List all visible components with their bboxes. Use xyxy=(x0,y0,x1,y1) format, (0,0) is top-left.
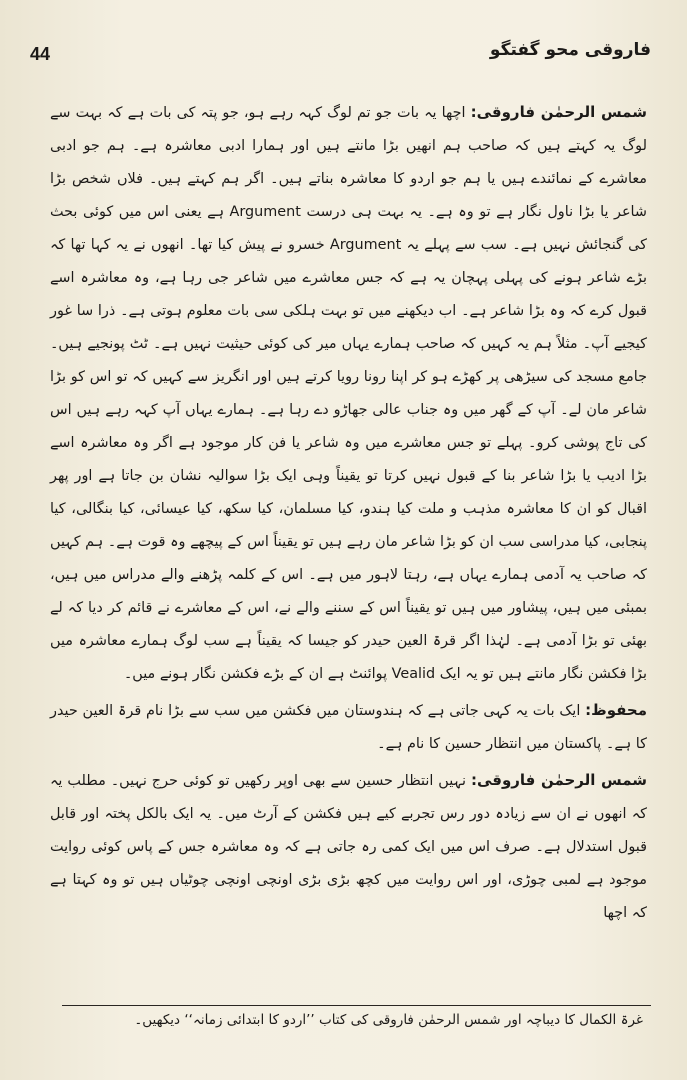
paragraph-farooqi-2 xyxy=(50,764,647,930)
page-number: 44 xyxy=(30,44,51,64)
paragraph-text: اچھا یہ بات جو تم لوگ کہہ رہے ہو، جو پتہ کی بات ہے کہ بہت سے لوگ یہ کہتے ہیں کہ صاحب ہم انھیں بڑا مانتے ہیں اور ہمارا ادبی معاشرہ ہے۔ ہم جو ادبی معاشرے کے نمائندے ہیں یا ہم جو اردو کا معاشرہ بناتے ہیں۔ اگر ہم کہتے ہیں۔ فلاں شخص بڑا شاعر یا بڑا ناول نگار ہے تو وہ ہے۔ یہ بہت ہی درست Argument ہے یعنی اس میں کوئی بحث کی گنجائش نہیں ہے۔ سب سے پہلے یہ Argument خسرو نے پیش کیا تھا۔ انھوں نے یہ کہا تھا کہ بڑے شاعر ہونے کی پہلی پہچان یہ ہے کہ جس معاشرے میں شاعر جی رہا ہے، وہ معاشرہ اسے قبول کرے کہ وہ بڑا شاعر ہے۔ اب دیکھنے میں تو بہت ہلکی سی بات معلوم ہوتی ہے۔ ذرا سا غور کیجیے آپ۔ مثلاً ہم یہ کہیں کہ صاحب ہمارے یہاں میر کی کوئی حیثیت نہیں ہے۔ ٹٹ پونجیے ہیں۔ جامع مسجد کی سیڑھی پر کھڑے ہو کر اپنا رونا رویا کرتے ہیں اور انگریز سے کہیں کہ تو اس کو بڑا شاعر مان لے۔ آپ کے گھر میں وہ جناب عالی جھاڑو دے رہا ہے۔ ہمارے یہاں آپ کہہ رہے ہیں اس کی تاج پوشی کرو۔ پہلے تو جس معاشرے میں وہ شاعر یا فن کار موجود ہے اگر وہ معاشرہ اسے بڑا ادیب یا بڑا شاعر بنا کے قبول نہیں کرتا تو یقیناً وہی ایک بڑا سوالیہ نشان بن جاتا ہے اور پھر اقبال کو ان کا معاشرہ مذہب و ملت کیا ہندو، کیا مسلمان، کیا سکھ، کیا عیسائی، کیا بنگالی، کیا پنجابی، کیا مدراسی سب ان کو بڑا شاعر مان رہے ہیں تو یقیناً اس کے پیچھے وہ قوت ہے۔ ہم کہیں کہ صاحب یہ آدمی ہمارے یہاں ہے، رہتا لاہور میں ہے۔ اس کے کلمہ پڑھنے والے مدراس میں ہیں، بمبئی میں ہیں، پیشاور میں ہیں تو یقیناً اس کے سننے والے نے، اس کے معاشرے نے قائم کر دیا کہ لے بھئی تو بڑا آدمی ہے۔ لہٰذا اگر قرۃ العین حیدر کو جیسا کہ یقیناً ہے سب لوگ ہمارے معاشرہ میں بڑا فکشن نگار مانتے ہیں تو یہ ایک Vealid پوائنٹ ہے ان کے بڑے فکشن نگار ہونے میں۔ xyxy=(50,105,647,682)
running-title: فاروقی محو گفتگو xyxy=(489,40,651,60)
speaker-label: شمس الرحمٰن فاروقی: xyxy=(470,103,647,121)
paragraph-text: ایک بات یہ کہی جاتی ہے کہ ہندوستان میں فکشن میں سب سے بڑا نام قرۃ العین حیدر کا ہے۔ پاکستان میں انتظار حسین کا نام ہے۔ xyxy=(50,703,647,752)
footnote: غرۃ الکمال کا دیباچہ اور شمس الرحمٰن فاروقی کی کتاب ’’اردو کا ابتدائی زمانہ‘‘ دیکھیں۔ xyxy=(134,1012,643,1028)
page-body xyxy=(50,96,647,1016)
speaker-label: شمس الرحمٰن فاروقی: xyxy=(470,771,647,789)
speaker-label: محفوظ: xyxy=(585,701,648,719)
paragraph-text: نہیں انتظار حسین سے بھی اوپر رکھیں تو کوئی حرج نہیں۔ مطلب یہ کہ انھوں نے ان سے زیادہ دور رس تجربے کیے ہیں فکشن کے آرٹ میں۔ یہ ایک بالکل پختہ اور قابل قبول استدلال ہے۔ صرف اس میں ایک کمی رہ جاتی ہے کہ وہ معاشرہ جس کے پاس کوئی روایت موجود ہے لمبی چوڑی، اور اس روایت میں کچھ بڑی بڑی اونچی اونچی چوٹیاں ہیں تو وہ کہتا ہے کہ اچھا xyxy=(50,773,647,921)
paragraph-mahfooz xyxy=(50,694,647,761)
footnote-divider xyxy=(62,1005,651,1006)
paragraph-farooqi-1 xyxy=(50,96,647,691)
